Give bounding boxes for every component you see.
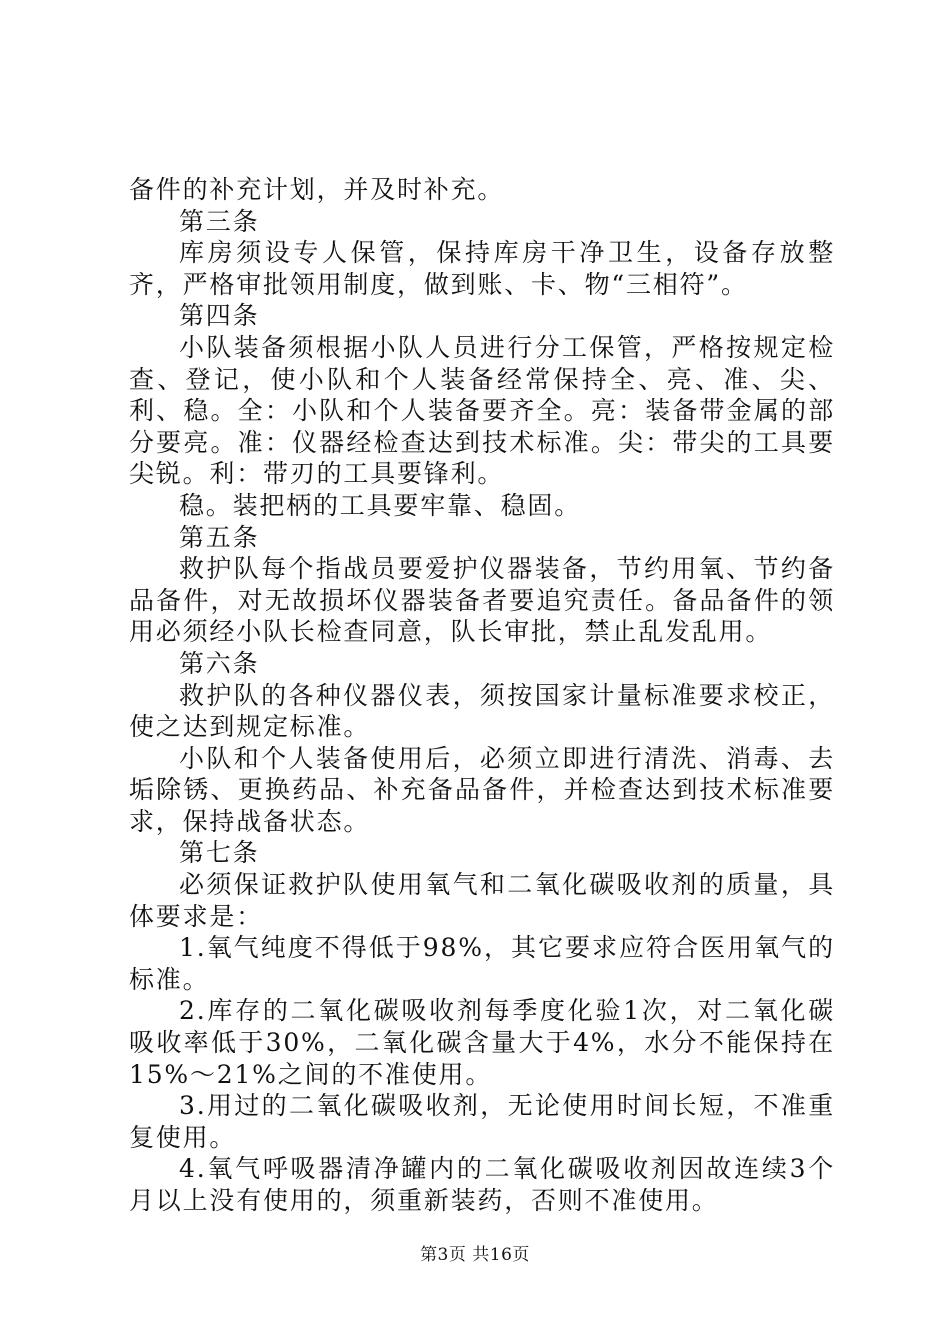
paragraph: 必须保证救护队使用氧气和二氧化碳吸收剂的质量，具体要求是： [129,870,835,931]
paragraph: 1.氧气纯度不得低于98%，其它要求应符合医用氧气的标准。 [129,933,835,994]
page-footer: 第3页 共16页 [420,1245,530,1265]
paragraph: 备件的补充计划，并及时补充。 [129,175,505,204]
article-heading: 第四条 [179,301,260,331]
article-heading: 第七条 [179,838,260,868]
document-body [129,174,835,1217]
paragraph: 救护队每个指战员要爱护仪器装备，节约用氧、节约备品备件，对无故损坏仪器装备者要追究责任。备品备件的领用必须经小队长检查同意，队长审批，禁止乱发乱用。 [129,554,835,647]
paragraph: 小队装备须根据小队人员进行分工保管，严格按规定检查、登记，使小队和个人装备经常保持全、亮、准、尖、利、稳。全：小队和个人装备要齐全。亮：装备带金属的部分要亮。准：仪器经检查达到技术标准。尖：带尖的工具要尖锐。利：带刃的工具要锋利。 [129,332,835,489]
article-heading: 第五条 [179,522,260,552]
paragraph: 4.氧气呼吸器清净罐内的二氧化碳吸收剂因故连续3个月以上没有使用的，须重新装药，否则不准使用。 [129,1154,835,1215]
article-heading: 第三条 [179,206,260,236]
paragraph: 救护队的各种仪器仪表，须按国家计量标准要求校正，使之达到规定标准。 [129,680,835,742]
paragraph: 3.用过的二氧化碳吸收剂，无论使用时间长短，不准重复使用。 [129,1091,835,1152]
paragraph: 稳。装把柄的工具要牢靠、稳固。 [179,490,582,520]
paragraph: 库房须设专人保管，保持库房干净卫生，设备存放整齐，严格审批领用制度，做到账、卡、物“三相符”。 [129,238,835,299]
paragraph: 小队和个人装备使用后，必须立即进行清洗、消毒、去垢除锈、更换药品、补充备品备件，并检查达到技术标准要求，保持战备状态。 [129,743,835,836]
article-heading: 第六条 [179,648,260,678]
paragraph: 2.库存的二氧化碳吸收剂每季度化验1次，对二氧化碳吸收率低于30%，二氧化碳含量大于4%，水分不能保持在15%～21%之间的不准使用。 [129,996,835,1089]
